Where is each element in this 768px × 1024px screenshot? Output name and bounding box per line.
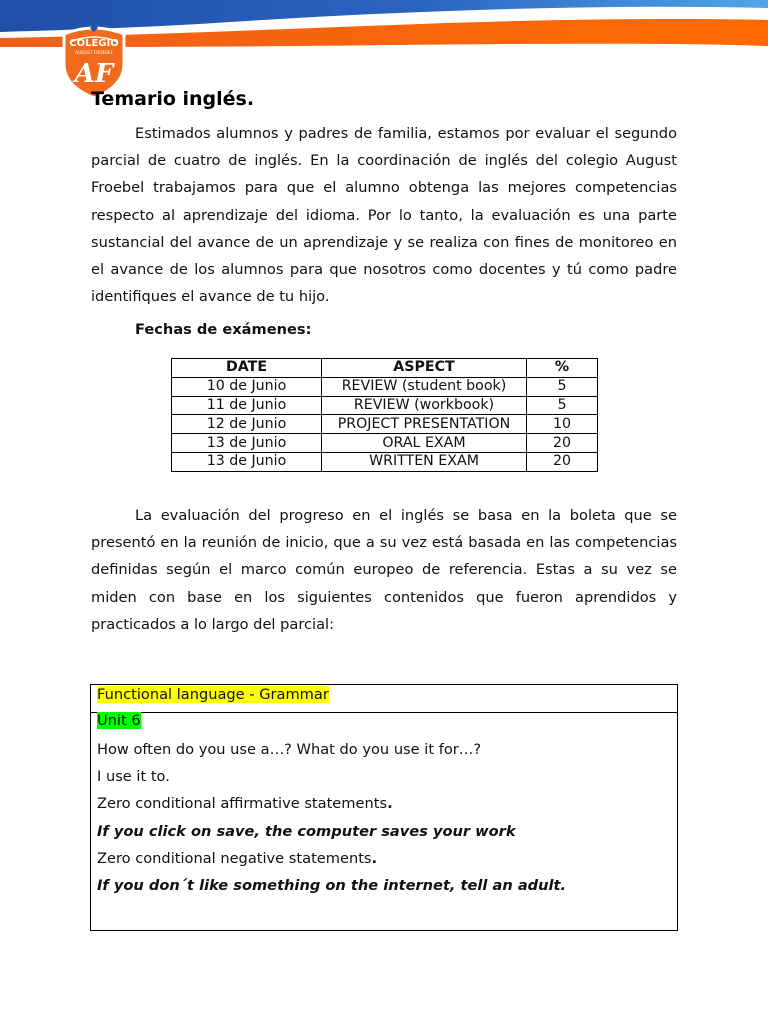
aspect-cell: REVIEW (workbook): [322, 396, 527, 415]
contents-box-body: [91, 713, 677, 903]
content-line: [97, 849, 677, 876]
percent-cell: 10: [527, 415, 598, 434]
example-sentence: If you click on save, the computer saves your work: [97, 822, 516, 840]
aspect-cell: ORAL EXAM: [322, 434, 527, 453]
date-cell: 10 de Junio: [172, 377, 322, 396]
logo-letters: AF: [74, 59, 114, 89]
content-line: I use it to.: [97, 768, 170, 786]
aspect-cell: PROJECT PRESENTATION: [322, 415, 527, 434]
logo-text-colegio: COLEGIO: [69, 38, 119, 49]
percent-cell: 5: [527, 377, 598, 396]
percent-cell: 5: [527, 396, 598, 415]
table-header-row: [172, 359, 598, 378]
content-line: How often do you use a…? What do you use it for…?: [97, 741, 482, 758]
negative-label: Zero conditional negative statements: [97, 849, 372, 867]
date-cell: 11 de Junio: [172, 396, 322, 415]
functional-language-heading: Functional language - Grammar: [97, 686, 329, 703]
contents-box: [90, 684, 678, 931]
affirmative-label: Zero conditional affirmative statements: [97, 795, 388, 813]
column-header-aspect: ASPECT: [322, 359, 527, 378]
intro-paragraph: Estimados alumnos y padres de familia, estamos por evaluar el segundo parcial de cuatro de inglés. En la coordinación de inglés del colegio August Froebel trabajamos para que el alumno obtenga las mejores competencias respecto al aprendizaje del idioma. Por lo tanto, la evaluación es una parte sustancial del avance de un aprendizaje y se realiza con fines de monitoreo en el avance de los alumnos para que nosotros como docentes y tú como padre identifiques el avance de tu hijo.: [91, 125, 677, 306]
column-header-percent: %: [527, 359, 598, 378]
contents-box-header: [91, 685, 677, 713]
table-row: [172, 377, 598, 396]
unit-label: Unit 6: [97, 712, 141, 729]
date-cell: 13 de Junio: [172, 452, 322, 471]
table-row: [172, 396, 598, 415]
evaluation-paragraph: La evaluación del progreso en el inglés se basa en la boleta que se presentó en la reunión de inicio, que a su vez está basada en las competencias definidas según el marco común europeo de referencia. Estas a su vez se miden con base en los siguientes contenidos que fueron aprendidos y practicados a lo largo del parcial:: [91, 507, 677, 633]
aspect-cell: WRITTEN EXAM: [322, 452, 527, 471]
table-row: [172, 452, 598, 471]
table-row: [172, 415, 598, 434]
date-cell: 12 de Junio: [172, 415, 322, 434]
unit-line: [97, 713, 677, 740]
affirmative-period: .: [387, 795, 393, 813]
logo-text-small: AUGUST FROEBEL: [75, 50, 113, 55]
exam-schedule-table: [171, 358, 598, 472]
exam-dates-heading: Fechas de exámenes:: [135, 321, 312, 338]
column-header-date: DATE: [172, 359, 322, 378]
aspect-cell: REVIEW (student book): [322, 377, 527, 396]
example-sentence: If you don´t like something on the internet, tell an adult.: [97, 876, 567, 894]
date-cell: 13 de Junio: [172, 434, 322, 453]
page-title: Temario inglés.: [91, 88, 255, 110]
percent-cell: 20: [527, 434, 598, 453]
percent-cell: 20: [527, 452, 598, 471]
negative-period: .: [371, 849, 378, 867]
table-row: [172, 434, 598, 453]
content-line: [97, 794, 677, 821]
